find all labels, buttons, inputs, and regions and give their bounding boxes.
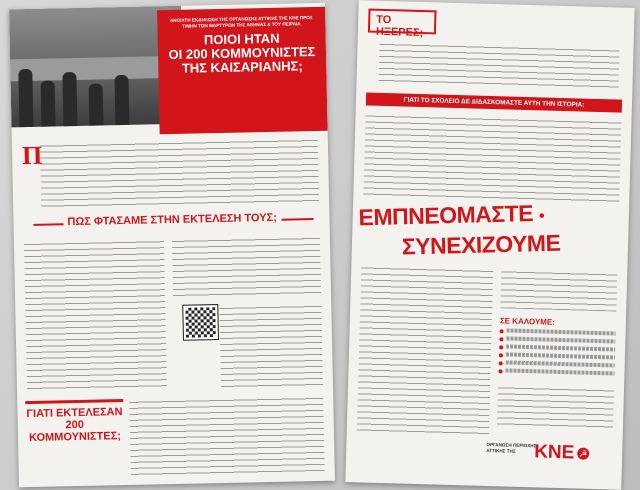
slogan-separator: • [538,207,545,225]
body-column-bottom [129,395,325,479]
list-item [500,328,616,336]
why-executed-heading: ΓΙΑΤΙ ΕΚΤΕΛΕΣΑΝ 200 ΚΟΜΜΟΥΝΙΣΤΕΣ; [25,399,125,481]
leaflet-back-page [345,0,634,490]
call-list [498,328,615,379]
school-section-text [363,112,621,205]
header-subtitle: ΑΝΟΙΧΤΗ ΕΚΔΗΛΩΣΗ ΤΗΣ ΟΡΓΑΝΩΣΗΣ ΑΤΤΙΚΗΣ ΤΗΣ ΚΝΕ ΠΡΟΣ ΤΙΜΗΝ ΤΩΝ ΜΑΡΤΥΡΩΝ ΤΗΣ ΑΘΗΝΑΣ & ΤΟΥ ΠΕΙΡΑΙΑ [169,15,313,29]
body-column-right-mid [219,303,323,389]
leaflet-front-page [9,3,335,488]
kne-signature [485,442,612,482]
did-you-know-box [368,9,437,40]
body-column-left [24,238,167,391]
org-line-1: ΟΡΓΑΝΩΣΗ ΠΕΡΙΟΧΗΣ [486,441,537,449]
slogan [358,200,623,262]
org-line-2: ΑΤΤΙΚΗΣ ΤΗΣ [486,447,516,454]
list-item [499,352,615,360]
call-outro-text [497,384,614,431]
did-you-know-heading: ΤΟ ΗΞΕΡΕΣ; [375,13,424,40]
section-heading-box [33,209,313,235]
org-name: ΚΝΕ [533,441,575,464]
call-intro-text [500,268,617,311]
section-heading: ΠΩΣ ΦΤΑΣΑΜΕ ΣΤΗΝ ΕΚΤΕΛΕΣΗ ΤΟΥΣ; [67,211,277,229]
closing-text [357,264,494,438]
call-heading: ΣΕ ΚΑΛΟΥΜΕ: [499,316,556,327]
page-title: ΠΟΙΟΙ ΗΤΑΝ ΟΙ 200 ΚΟΜΜΟΥΝΙΣΤΕΣ ΤΗΣ ΚΑΙΣΑΡΙΑΝΗΣ; [168,30,316,76]
intro-paragraph [22,137,319,209]
list-item [499,360,615,368]
body-column-right-top [172,235,321,300]
title-block [157,7,328,134]
slogan-line-2: ΣΥΝΕΧΙΖΟΥΜΕ [401,229,561,260]
list-item [498,368,614,376]
list-item [499,336,615,344]
slogan-line-1: ΕΜΠΝΕΟΜΑΣΤΕ [358,200,534,231]
did-you-know-text [378,41,619,92]
school-section-heading: ΓΙΑΤΙ ΤΟ ΣΧΟΛΕΙΟ ΔΕ ΔΙΔΑΣΚΟΜΑΣΤΕ ΑΥΤΗ ΤΗΝ ΙΣΤΟΡΙΑ; [366,92,622,112]
list-item [499,344,615,352]
drop-cap: Π [21,140,43,171]
qr-code[interactable] [183,305,218,340]
hammer-sickle-icon: ☭ [579,448,588,459]
